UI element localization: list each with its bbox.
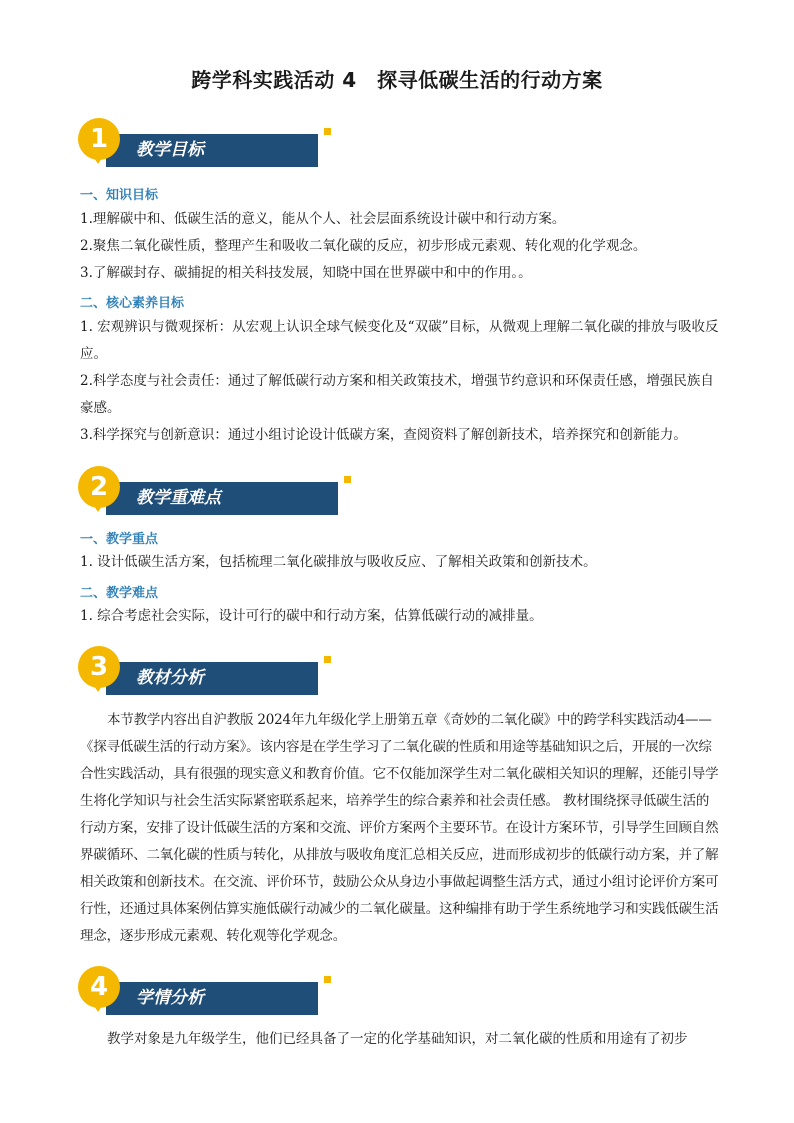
knowledge-goal-item: 1.理解碳中和、低碳生活的意义，能从个人、社会层面系统设计碳中和行动方案。: [80, 211, 566, 227]
decorative-square-icon: [324, 976, 331, 983]
knowledge-goal-item: 2.聚焦二氧化碳性质，整理产生和吸收二氧化碳的反应，初步形成元素观、转化观的化学观念。: [80, 238, 647, 254]
key-points-heading: 一、教学重点: [80, 532, 159, 547]
decorative-square-icon: [344, 476, 351, 483]
section-header-2: [78, 466, 268, 514]
section-title: 教材分析: [106, 662, 318, 695]
difficult-point-item: 1. 综合考虑社会实际，设计可行的碳中和行动方案，估算低碳行动的减排量。: [80, 608, 543, 624]
section-header-1: [78, 118, 268, 166]
decorative-square-icon: [324, 128, 331, 135]
section-header-3: [78, 646, 268, 694]
section-number-badge: 3: [78, 646, 120, 688]
literacy-goal-item: 3.科学探究与创新意识：通过小组讨论设计低碳方案，查阅资料了解创新技术，培养探究和创新能力。: [80, 427, 687, 443]
section-number-badge: 2: [78, 466, 120, 508]
section-title: 教学目标: [106, 134, 318, 167]
section-title: 教学重难点: [106, 482, 338, 515]
student-analysis-paragraph: 教学对象是九年级学生，他们已经具备了一定的化学基础知识，对二氧化碳的性质和用途有了初步: [107, 1031, 688, 1047]
section-header-4: [78, 966, 268, 1014]
section-number-badge: 1: [78, 118, 120, 160]
literacy-goal-item: 1. 宏观辨识与微观探析：从宏观上认识全球气候变化及“双碳”目标，从微观上理解二氧化碳的排放与吸收反应。: [80, 319, 719, 362]
section-number-badge: 4: [78, 966, 120, 1008]
textbook-analysis-paragraph: 本节教学内容出自沪教版 2024年九年级化学上册第五章《奇妙的二氧化碳》中的跨学科实践活动4——《探寻低碳生活的行动方案》。该内容是在学生学习了二氧化碳的性质和用途等基础知识之后，开展的一次综合性实践活动，具有很强的现实意义和教育价值。它不仅能加深学生对二氧化碳相关知识的理解，还能引导学生将化学知识与社会生活实际紧密联系起来，培养学生的综合素养和社会责任感。 教材围绕探寻低碳生活的行动方案，安排了设计低碳生活的方案和交流、评价方案两个主要环节。在设计方案环节，引导学生回顾自然界碳循环、二氧化碳的性质与转化，从排放与吸收角度汇总相关反应，进而形成初步的低碳行动方案，并了解相关政策和创新技术。在交流、评价环节，鼓励公众从身边小事做起调整生活方式，通过小组讨论评价方案可行性，还通过具体案例估算实施低碳行动减少的二氧化碳量。这种编排有助于学生系统地学习和实践低碳生活理念，逐步形成元素观、转化观等化学观念。: [80, 712, 719, 944]
decorative-square-icon: [324, 656, 331, 663]
section-title: 学情分析: [106, 982, 318, 1015]
page-title: 跨学科实践活动 4 探寻低碳生活的行动方案: [191, 68, 603, 92]
literacy-goal-item: 2.科学态度与社会责任：通过了解低碳行动方案和相关政策技术，增强节约意识和环保责任感，增强民族自豪感。: [80, 373, 714, 416]
difficult-points-heading: 二、教学难点: [80, 586, 159, 601]
key-point-item: 1. 设计低碳生活方案，包括梳理二氧化碳排放与吸收反应、了解相关政策和创新技术。: [80, 554, 597, 570]
knowledge-goal-item: 3.了解碳封存、碳捕捉的相关科技发展，知晓中国在世界碳中和中的作用。。: [80, 265, 532, 281]
literacy-goals-heading: 二、核心素养目标: [80, 296, 185, 311]
knowledge-goals-heading: 一、知识目标: [80, 188, 159, 203]
